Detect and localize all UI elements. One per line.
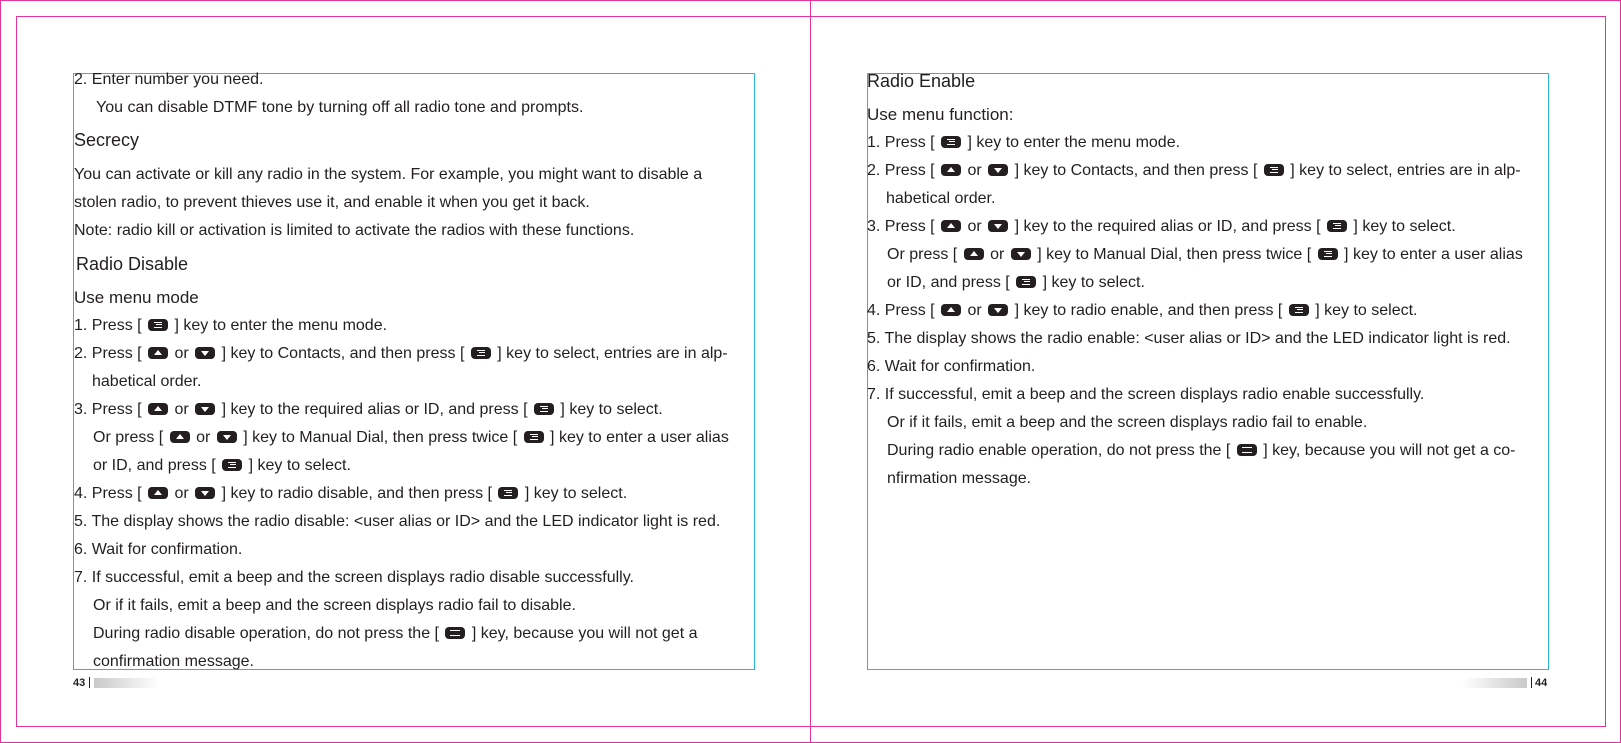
- back-key-icon: [1237, 444, 1257, 456]
- enable-step-2: 2. Press [ or ] key to Contacts, and then press [ ] key to select, entries are in alp-: [867, 162, 1521, 179]
- disable-step-5: 5. The display shows the radio disable: <user alias or ID> and the LED indicator light is red.: [74, 513, 721, 530]
- down-key-icon: [195, 487, 215, 499]
- menu-key-icon: [534, 403, 554, 415]
- radio-disable-heading: Radio Disable: [76, 254, 189, 274]
- menu-key-icon: [1289, 304, 1309, 316]
- enable-step-7-warning-cont: nfirmation message.: [887, 470, 1032, 487]
- up-key-icon: [941, 220, 961, 232]
- left-page: [74, 70, 774, 670]
- down-key-icon: [988, 164, 1008, 176]
- up-key-icon: [148, 403, 168, 415]
- disable-step-2-cont: habetical order.: [92, 373, 202, 390]
- enable-step-3-alt-cont: or ID, and press [ ] key to select.: [887, 274, 1145, 291]
- menu-key-icon: [1264, 164, 1284, 176]
- down-key-icon: [195, 403, 215, 415]
- menu-key-icon: [222, 459, 242, 471]
- disable-step-1: 1. Press [ ] key to enter the menu mode.: [74, 317, 388, 334]
- menu-key-icon: [148, 319, 168, 331]
- radio-enable-heading: Radio Enable: [867, 71, 976, 91]
- menu-key-icon: [498, 487, 518, 499]
- menu-key-icon: [471, 347, 491, 359]
- menu-key-icon: [1327, 220, 1347, 232]
- spine-line: [810, 0, 811, 743]
- menu-key-icon: [1318, 248, 1338, 260]
- disable-step-3: 3. Press [ or ] key to the required alias or ID, and press [ ] key to select.: [74, 401, 663, 418]
- back-key-icon: [445, 627, 465, 639]
- disable-step-7-warning-cont: confirmation message.: [93, 653, 254, 670]
- up-key-icon: [941, 304, 961, 316]
- enable-step-7-warning: During radio enable operation, do not press the [ ] key, because you will not get a co-: [887, 442, 1516, 459]
- right-page-number-divider: [1531, 677, 1532, 688]
- enable-step-4: 4. Press [ or ] key to radio enable, and then press [ ] key to select.: [867, 302, 1418, 319]
- use-menu-function: Use menu function:: [867, 105, 1014, 124]
- step-2-line: 2. Enter number you need.: [74, 71, 264, 88]
- disable-step-7-fail: Or if it fails, emit a beep and the screen displays radio fail to disable.: [93, 597, 576, 614]
- up-key-icon: [170, 431, 190, 443]
- secrecy-para-1: You can activate or kill any radio in the system. For example, you might want to disable a: [74, 166, 703, 183]
- menu-key-icon: [941, 136, 961, 148]
- right-footer-gradient: [1462, 678, 1527, 688]
- secrecy-para-2: stolen radio, to prevent thieves use it, and enable it when you get it back.: [74, 194, 590, 211]
- disable-step-6: 6. Wait for confirmation.: [74, 541, 243, 558]
- down-key-icon: [988, 220, 1008, 232]
- secrecy-heading: Secrecy: [74, 130, 140, 150]
- disable-step-3-alt: Or press [ or ] key to Manual Dial, then press twice [ ] key to enter a user alias: [93, 429, 729, 446]
- up-key-icon: [941, 164, 961, 176]
- left-page-number: 43: [73, 677, 86, 689]
- enable-step-3: 3. Press [ or ] key to the required alias or ID, and press [ ] key to select.: [867, 218, 1456, 235]
- left-footer-gradient: [94, 678, 159, 688]
- down-key-icon: [988, 304, 1008, 316]
- enable-step-5: 5. The display shows the radio enable: <user alias or ID> and the LED indicator light is red.: [867, 330, 1511, 347]
- left-page-number-divider: [89, 677, 90, 688]
- enable-step-7-fail: Or if it fails, emit a beep and the screen displays radio fail to enable.: [887, 414, 1368, 431]
- enable-step-6: 6. Wait for confirmation.: [867, 358, 1036, 375]
- enable-step-1: 1. Press [ ] key to enter the menu mode.: [867, 134, 1181, 151]
- disable-step-7: 7. If successful, emit a beep and the screen displays radio disable successfully.: [74, 569, 634, 586]
- right-page-number: 44: [1535, 677, 1548, 689]
- disable-step-2: 2. Press [ or ] key to Contacts, and then press [ ] key to select, entries are in alp-: [74, 345, 728, 362]
- right-page: [867, 70, 1567, 670]
- secrecy-note: Note: radio kill or activation is limited to activate the radios with these functions.: [74, 222, 635, 239]
- menu-key-icon: [1016, 276, 1036, 288]
- up-key-icon: [148, 487, 168, 499]
- up-key-icon: [148, 347, 168, 359]
- disable-step-4: 4. Press [ or ] key to radio disable, and then press [ ] key to select.: [74, 485, 628, 502]
- down-key-icon: [217, 431, 237, 443]
- enable-step-2-cont: habetical order.: [886, 190, 996, 207]
- use-menu-mode: Use menu mode: [74, 288, 199, 307]
- dtmf-note: You can disable DTMF tone by turning off all radio tone and prompts.: [96, 99, 584, 116]
- enable-step-3-alt: Or press [ or ] key to Manual Dial, then press twice [ ] key to enter a user alias: [887, 246, 1523, 263]
- up-key-icon: [964, 248, 984, 260]
- down-key-icon: [1011, 248, 1031, 260]
- menu-key-icon: [524, 431, 544, 443]
- down-key-icon: [195, 347, 215, 359]
- disable-step-3-alt-cont: or ID, and press [ ] key to select.: [93, 457, 351, 474]
- disable-step-7-warning: During radio disable operation, do not press the [ ] key, because you will not get a: [93, 625, 698, 642]
- enable-step-7: 7. If successful, emit a beep and the screen displays radio enable successfully.: [867, 386, 1425, 403]
